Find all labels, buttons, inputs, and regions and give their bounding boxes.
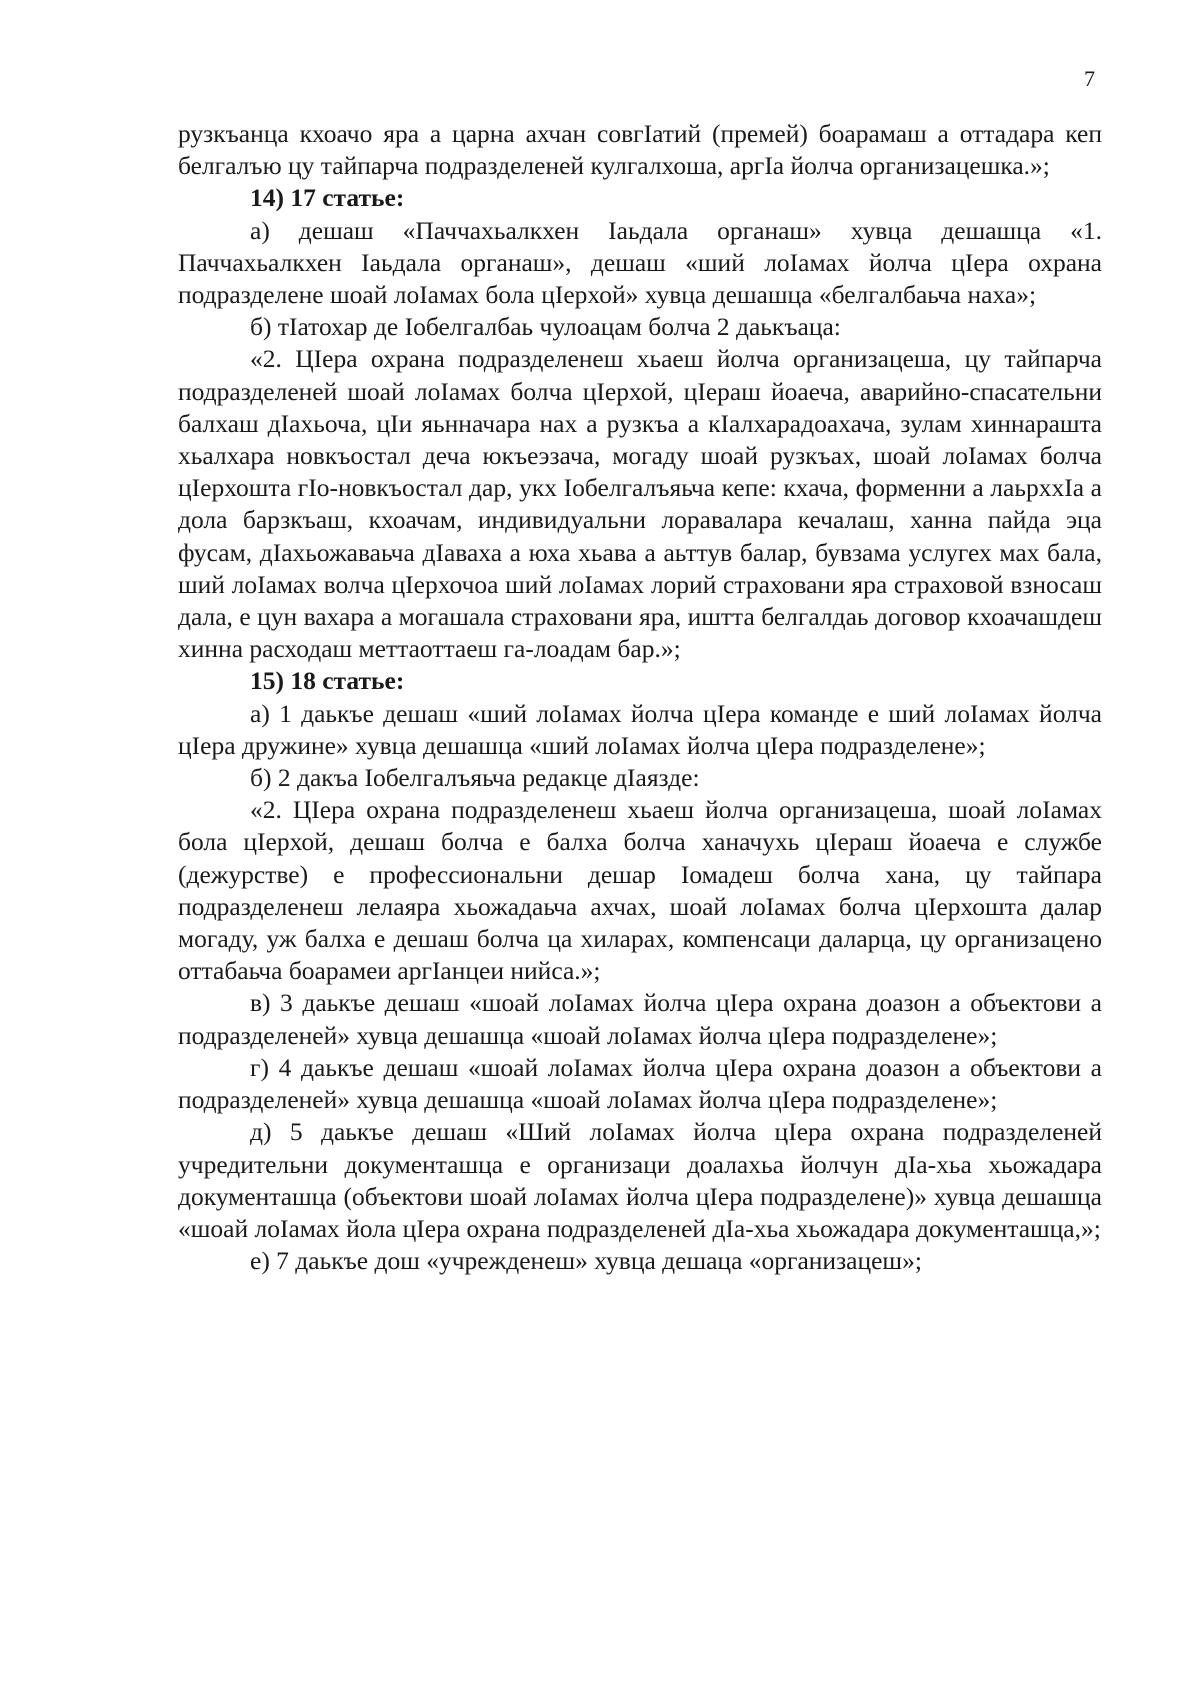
- paragraph-14b-quote: «2. ЦIера охрана подразделенеш хьаеш йолча организацеша, цу тайпарча подразделеней шоай лоIамах болча цIерхой, цIераш йоаеча, аварийно-спасательни балхаш дIахьоча, цIи яьнначара нах а рузкъа а кIалхарадоахача, зулам хиннараштa хьалхара новкъостал деча юкъеэзача, могаду шоай рузкъах, шоай лоIамах болча цIерхошта гIо-новкъостал дар, укх Iобелгалъяьча кепе: кхача, форменни а лаьрххIа а дола барзкъаш, кхоачам, индивидуальни лоравалара кечалаш, ханна пайда эца фусам, дIахьожаваьча дIаваха а юха хьава а аьттув балар, бувзама услугех мах бала, ший лоIамах волча цIерхочоа ший лоIамах лорий страховани яра страховой взносаш дала, е цун вахара а могашала страховани яра, иштта белгалдаь договор кхоачашдеш хинна расходаш меттаоттаеш га-лоадам бар.»;: [178, 344, 1102, 664]
- page-number: 7: [1084, 66, 1095, 91]
- paragraph-14b: б) тIатохар де Iобелгалбаь чулоацам болча 2 даькъаца:: [250, 312, 841, 342]
- document-body: [178, 118, 1102, 1277]
- paragraph-15e: е) 7 даькъе дош «учрежденеш» хувца дешаца «организацеш»;: [250, 1246, 922, 1276]
- section-heading-15: 15) 18 статье:: [250, 666, 405, 696]
- paragraph-15b: б) 2 дакъа Iобелгалъяьча редакце дIаязде:: [250, 763, 700, 793]
- paragraph-15d: д) 5 даькъе дешаш «Ший лоIамах йолча цIера охрана подразделеней учредительни документашца е организаци доалахьа йолчун дIа-хьа хьожадара документашца (объектови шоай лоIамах йолча цIера подразделене)» хувца дешашца «шоай лоIамах йола цIера охрана подразделеней дIа-хьа хьожадара документашца,»;: [178, 1117, 1102, 1243]
- paragraph-15v: в) 3 даькъе дешаш «шоай лоIамах йолча цIера охрана доазон а объектови а подразделеней» хувца дешашца «шоай лоIамах йолча цIера подразделене»;: [178, 988, 1102, 1050]
- paragraph-14a: а) дешаш «Паччахьалкхен Iаьдала органаш» хувца дешашца «1. Паччахьалкхен Iаьдала органаш», дешаш «ший лоIамах йолча цIера охрана подразделене шоай лоIамах бола цIерхой» хувца дешашца «белгалбаьча наха»;: [178, 215, 1102, 310]
- paragraph-15g: г) 4 даькъе дешаш «шоай лоIамах йолча цIера охрана доазон а объектови а подразделеней» хувца дешашца «шоай лоIамах йолча цIера подразделене»;: [178, 1052, 1102, 1115]
- paragraph-15b-quote: «2. ЦIера охрана подразделенеш хьаеш йолча организацеша, шоай лоIамах бола цIерхой, дешаш болча е балха болча ханачухь цIераш йоаеча е службе (дежурстве) е профессиональни дешар Iомадеш болча хана, цу тайпара подразделенеш лелаяра хьожадаьча ахчах, шоай лоIамах болча цIерхошта далар могаду, уж балха е дешаш болча ца хиларах, компенсаци даларца, цу организацено оттабаьча боарамеи аргIанцеи нийса.»;: [178, 795, 1102, 986]
- paragraph-15a: а) 1 даькъе дешаш «ший лоIамах йолча цIера команде е ший лоIамах йолча цIера дружине» хувца дешашца «ший лоIамах йолча цIера подразделене»;: [178, 698, 1102, 760]
- paragraph-continuation: рузкъанца кхоачо яра а царна ахчан совгIатий (премей) боарамаш а оттадара кеп белгалъю цу тайпарча подразделеней кулгалхоша, аргIа йолча организацешка.»;: [178, 119, 1102, 181]
- section-heading-14: 14) 17 статье:: [250, 183, 405, 213]
